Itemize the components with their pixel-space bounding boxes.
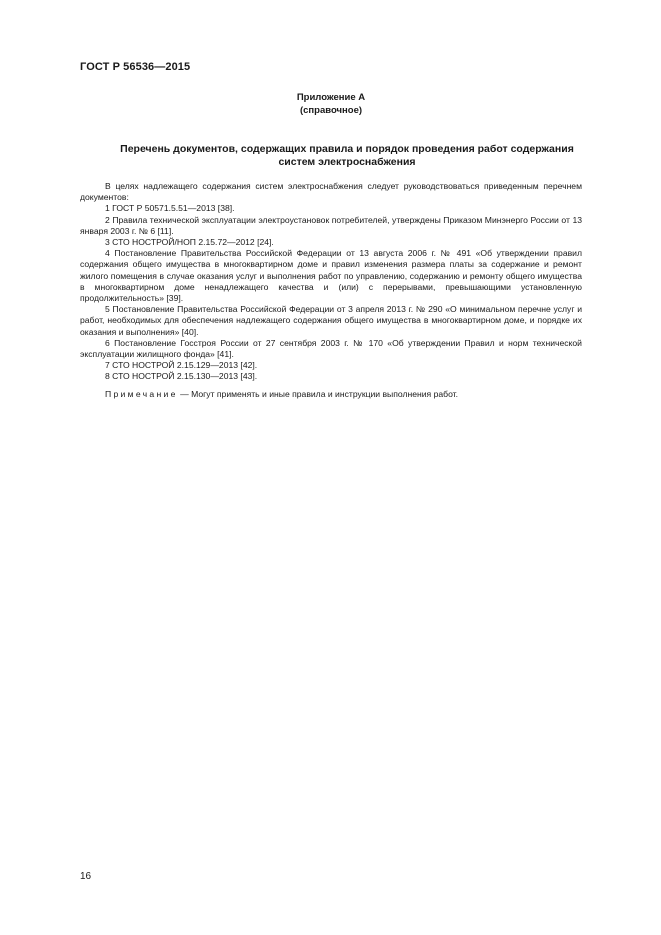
appendix-label: Приложение А [296,92,366,103]
title-line-2: систем электроснабжения [278,156,416,168]
page-number: 16 [80,871,92,882]
list-item-7: 7 СТО НОСТРОЙ 2.15.129—2013 [42]. [105,360,258,371]
list-item-8: 8 СТО НОСТРОЙ 2.15.130—2013 [43]. [105,371,258,382]
list-item-1: 1 ГОСТ Р 50571.5.51—2013 [38]. [105,203,235,214]
appendix-type: (справочное) [299,104,363,116]
list-item-6: 6 Постановление Госстроя России от 27 сентября 2003 г. № 170 «Об утверждении Правил и норм технической эксплуатации жилищного фонда» [41]. [80,337,582,360]
note-text: — Могут применять и иные правила и инструкции выполнения работ. [177,388,459,399]
list-item-2: 2 Правила технической эксплуатации электроустановок потребителей, утверждены Приказом Минэнерго России от 13 января 2003 г. № 6 [11]. [80,214,582,236]
appendix-heading [80,92,582,117]
standard-code-header: ГОСТ Р 56536—2015 [80,61,191,73]
title-line-1: Перечень документов, содержащих правила и порядок проведения работ содержания [120,143,574,155]
list-item-4: 4 Постановление Правительства Российской Федерации от 13 августа 2006 г. № 491 «Об утверждении правил содержания общего имущества в многоквартирном доме и правил изменения размера платы за содержание и ремонт жилого помещения в случае оказания услуг и выполнения работ по управлению, содержанию и ремонту общего имущества в многоквартирном доме ненадлежащего качества и (или) с перерывами, превышающими установленную продолжительность» [39]. [80,248,582,304]
note-paragraph [80,389,582,400]
note-label: Примечание [105,388,178,399]
document-body [80,181,582,400]
list-item-5: 5 Постановление Правительства Российской Федерации от 3 апреля 2013 г. № 290 «О минимальном перечне услуг и работ, необходимых для обеспечения надлежащего содержания общего имущества в многоквартирном доме, и порядке их оказания и выполнения» [40]. [80,304,582,337]
list-item-3: 3 СТО НОСТРОЙ/НОП 2.15.72—2012 [24]. [105,237,274,248]
document-list-title [96,143,598,169]
intro-paragraph: В целях надлежащего содержания систем электроснабжения следует руководствоваться приведенным перечнем документов: [80,181,582,203]
